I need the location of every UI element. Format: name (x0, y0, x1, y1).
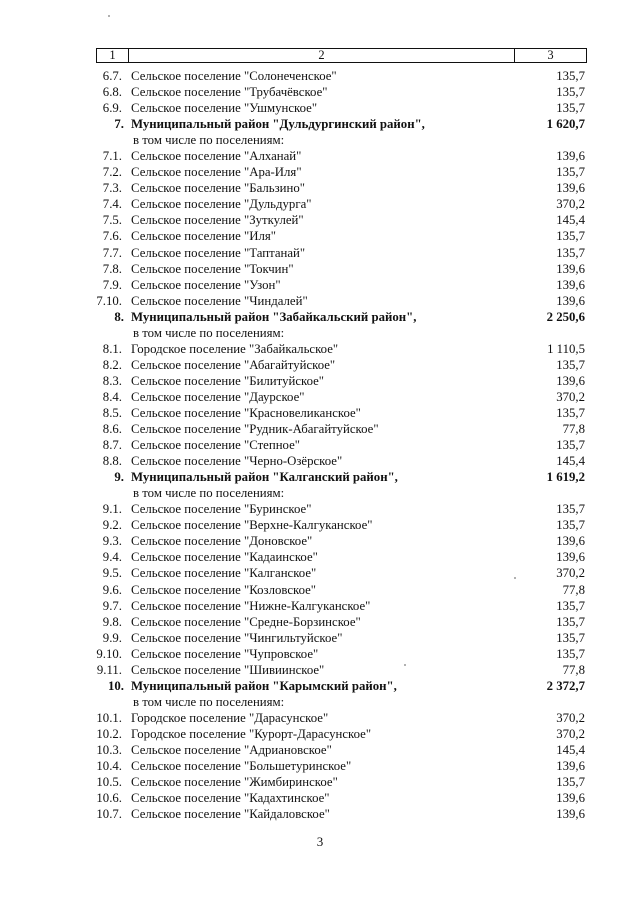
district-row (96, 469, 587, 485)
row-value: 1 620,7 (546, 117, 585, 132)
row-value: 135,7 (556, 165, 585, 180)
row-name: Городское поселение "Дарасунское" (131, 710, 329, 725)
column-header-1: 1 (97, 49, 129, 63)
subheading-row (96, 132, 587, 148)
settlement-row (96, 806, 587, 822)
row-name: Сельское поселение "Чиндалей" (131, 293, 308, 308)
settlement-row (96, 662, 587, 678)
row-value: 135,7 (556, 405, 585, 420)
row-name: Сельское поселение "Солонеченское" (131, 69, 337, 83)
row-name: Сельское поселение "Доновское" (131, 534, 313, 549)
row-name: Сельское поселение "Билитуйское" (131, 373, 325, 388)
column-header-2: 2 (129, 49, 515, 63)
settlement-row (96, 341, 587, 357)
row-value: 145,4 (556, 742, 585, 757)
row-name: в том числе по поселениям: (133, 133, 285, 148)
row-name: в том числе по поселениям: (133, 694, 285, 709)
row-name: Сельское поселение "Кадахтинское" (131, 791, 330, 806)
row-name: Сельское поселение "Нижне-Калгуканское" (131, 598, 371, 613)
row-value: 77,8 (562, 582, 585, 597)
settlement-row (96, 742, 587, 758)
row-name: Сельское поселение "Абагайтуйское" (131, 357, 336, 372)
row-name: в том числе по поселениям: (133, 486, 285, 501)
row-name: Сельское поселение "Токчин" (131, 261, 294, 276)
settlement-row (96, 726, 587, 742)
row-number: 9.11. (96, 662, 122, 677)
row-value: 135,7 (556, 502, 585, 517)
row-name: Сельское поселение "Чингильтуйское" (131, 630, 343, 645)
row-name: Сельское поселение "Адриановское" (131, 742, 332, 757)
row-number: 9.9. (102, 630, 122, 645)
column-header-table (96, 48, 587, 63)
row-name: Сельское поселение "Шивиинское" (131, 662, 325, 677)
row-value: 1 619,2 (546, 470, 585, 485)
row-name: Муниципальный район "Забайкальский район", (131, 309, 417, 324)
row-number: 10.6. (96, 791, 122, 806)
row-number: 8.6. (102, 422, 122, 437)
row-number: 7.8. (102, 261, 122, 276)
row-number: 10. (108, 678, 124, 693)
row-value: 139,6 (556, 807, 585, 822)
subheading-row (96, 694, 587, 710)
row-value: 135,7 (556, 630, 585, 645)
row-value: 139,6 (556, 550, 585, 565)
scan-speck (404, 664, 406, 666)
row-number: 7.3. (102, 181, 122, 196)
row-number: 7.2. (102, 165, 122, 180)
row-name: Сельское поселение "Таптанай" (131, 245, 306, 260)
row-value: 135,7 (556, 646, 585, 661)
settlement-row (96, 758, 587, 774)
row-name: Сельское поселение "Красновеликанское" (131, 405, 361, 420)
row-number: 10.3. (96, 742, 122, 757)
row-value: 135,7 (556, 357, 585, 372)
row-value: 370,2 (556, 710, 585, 725)
row-name: Сельское поселение "Узон" (131, 277, 281, 292)
row-number: 7. (114, 117, 124, 132)
row-value: 139,6 (556, 791, 585, 806)
row-number: 7.9. (102, 277, 122, 292)
row-value: 139,6 (556, 149, 585, 164)
row-value: 139,6 (556, 293, 585, 308)
settlement-row (96, 517, 587, 533)
row-value: 135,7 (556, 69, 585, 83)
settlement-row (96, 84, 587, 100)
column-header-3: 3 (515, 49, 587, 63)
row-name: Сельское поселение "Иля" (131, 229, 276, 244)
row-value: 2 372,7 (546, 678, 585, 693)
row-name: Сельское поселение "Трубачёвское" (131, 85, 328, 100)
settlement-row (96, 582, 587, 598)
settlement-row (96, 710, 587, 726)
row-name: Сельское поселение "Средне-Борзинское" (131, 614, 361, 629)
scan-speck (108, 15, 110, 17)
row-name: Сельское поселение "Калганское" (131, 566, 317, 581)
row-value: 139,6 (556, 534, 585, 549)
row-value: 135,7 (556, 614, 585, 629)
row-number: 9.7. (102, 598, 122, 613)
row-number: 7.10. (96, 293, 122, 308)
row-value: 135,7 (556, 245, 585, 260)
row-value: 2 250,6 (546, 309, 585, 324)
settlement-row (96, 293, 587, 309)
row-number: 9.6. (102, 582, 122, 597)
row-name: Сельское поселение "Большетуринское" (131, 759, 352, 774)
settlement-row (96, 549, 587, 565)
row-name: Сельское поселение "Ушмунское" (131, 101, 318, 116)
row-number: 6.9. (102, 101, 122, 116)
district-row (96, 309, 587, 325)
settlement-row (96, 405, 587, 421)
row-name: Муниципальный район "Дульдургинский район", (131, 117, 425, 132)
row-value: 139,6 (556, 277, 585, 292)
settlement-row (96, 646, 587, 662)
settlement-row (96, 148, 587, 164)
settlement-row (96, 790, 587, 806)
row-number: 9. (114, 470, 124, 485)
settlement-row (96, 180, 587, 196)
row-name: Сельское поселение "Даурское" (131, 389, 305, 404)
settlement-row (96, 501, 587, 517)
settlement-row (96, 228, 587, 244)
row-number: 9.4. (102, 550, 122, 565)
settlement-row (96, 533, 587, 549)
row-number: 6.7. (102, 69, 122, 83)
page-number: 3 (316, 834, 324, 849)
row-value: 139,6 (556, 759, 585, 774)
row-value: 370,2 (556, 389, 585, 404)
row-number: 9.5. (102, 566, 122, 581)
row-name: Сельское поселение "Кадаинское" (131, 550, 318, 565)
row-value: 139,6 (556, 373, 585, 388)
settlement-row (96, 614, 587, 630)
row-value: 135,7 (556, 598, 585, 613)
row-name: Сельское поселение "Козловское" (131, 582, 317, 597)
row-value: 145,4 (556, 454, 585, 469)
row-name: Сельское поселение "Кайдаловское" (131, 807, 330, 822)
settlement-row (96, 598, 587, 614)
row-name: Сельское поселение "Зуткулей" (131, 213, 304, 228)
district-row (96, 678, 587, 694)
row-name: Сельское поселение "Ара-Иля" (131, 165, 302, 180)
settlement-row (96, 373, 587, 389)
row-number: 7.6. (102, 229, 122, 244)
scan-speck (514, 577, 516, 579)
settlement-row (96, 389, 587, 405)
row-name: в том числе по поселениям: (133, 325, 285, 340)
settlement-row (96, 245, 587, 261)
row-name: Сельское поселение "Чупровское" (131, 646, 319, 661)
district-row (96, 116, 587, 132)
row-name: Сельское поселение "Верхне-Калгуканское" (131, 518, 373, 533)
row-value: 135,7 (556, 101, 585, 116)
settlement-row (96, 261, 587, 277)
row-number: 8.3. (102, 373, 122, 388)
settlement-row (96, 100, 587, 116)
row-number: 9.1. (102, 502, 122, 517)
row-value: 145,4 (556, 213, 585, 228)
subheading-row (96, 485, 587, 501)
row-number: 9.2. (102, 518, 122, 533)
row-name: Городское поселение "Забайкальское" (131, 341, 339, 356)
row-value: 135,7 (556, 229, 585, 244)
row-value: 135,7 (556, 85, 585, 100)
settlement-row (96, 212, 587, 228)
row-number: 9.8. (102, 614, 122, 629)
row-value: 370,2 (556, 197, 585, 212)
row-value: 77,8 (562, 422, 585, 437)
row-name: Сельское поселение "Степное" (131, 438, 301, 453)
row-value: 135,7 (556, 775, 585, 790)
row-number: 8.5. (102, 405, 122, 420)
row-number: 10.4. (96, 759, 122, 774)
row-number: 7.7. (102, 245, 122, 260)
row-value: 77,8 (562, 662, 585, 677)
settlement-row (96, 421, 587, 437)
row-name: Городское поселение "Курорт-Дарасунское" (131, 726, 372, 741)
table-body (96, 68, 587, 822)
row-number: 9.3. (102, 534, 122, 549)
row-number: 8.4. (102, 389, 122, 404)
row-number: 7.4. (102, 197, 122, 212)
settlement-row (96, 164, 587, 180)
settlement-row (96, 357, 587, 373)
row-number: 7.5. (102, 213, 122, 228)
row-number: 8.1. (102, 341, 122, 356)
row-number: 8.8. (102, 454, 122, 469)
settlement-row (96, 196, 587, 212)
row-name: Сельское поселение "Рудник-Абагайтуйское" (131, 422, 379, 437)
settlement-row (96, 630, 587, 646)
row-value: 135,7 (556, 438, 585, 453)
settlement-row (96, 437, 587, 453)
row-number: 8. (114, 309, 124, 324)
column-header-row (97, 49, 587, 63)
row-name: Муниципальный район "Калганский район", (131, 470, 398, 485)
row-name: Муниципальный район "Карымский район", (131, 678, 397, 693)
subheading-row (96, 325, 587, 341)
row-number: 7.1. (102, 149, 122, 164)
row-name: Сельское поселение "Бальзино" (131, 181, 305, 196)
row-number: 9.10. (96, 646, 122, 661)
row-number: 10.7. (96, 807, 122, 822)
row-number: 10.5. (96, 775, 122, 790)
row-number: 10.1. (96, 710, 122, 725)
row-name: Сельское поселение "Буринское" (131, 502, 312, 517)
settlement-row (96, 453, 587, 469)
row-value: 135,7 (556, 518, 585, 533)
row-name: Сельское поселение "Алханай" (131, 149, 302, 164)
settlement-row (96, 774, 587, 790)
row-value: 370,2 (556, 726, 585, 741)
row-name: Сельское поселение "Жимбиринское" (131, 775, 338, 790)
row-number: 6.8. (102, 85, 122, 100)
row-name: Сельское поселение "Черно-Озёрское" (131, 454, 343, 469)
row-name: Сельское поселение "Дульдурга" (131, 197, 312, 212)
row-number: 8.7. (102, 438, 122, 453)
row-number: 8.2. (102, 357, 122, 372)
row-value: 139,6 (556, 261, 585, 276)
row-number: 10.2. (96, 726, 122, 741)
row-value: 1 110,5 (547, 341, 585, 356)
settlement-row (96, 68, 587, 84)
settlement-row (96, 277, 587, 293)
settlement-row (96, 565, 587, 581)
row-value: 370,2 (556, 566, 585, 581)
row-value: 139,6 (556, 181, 585, 196)
